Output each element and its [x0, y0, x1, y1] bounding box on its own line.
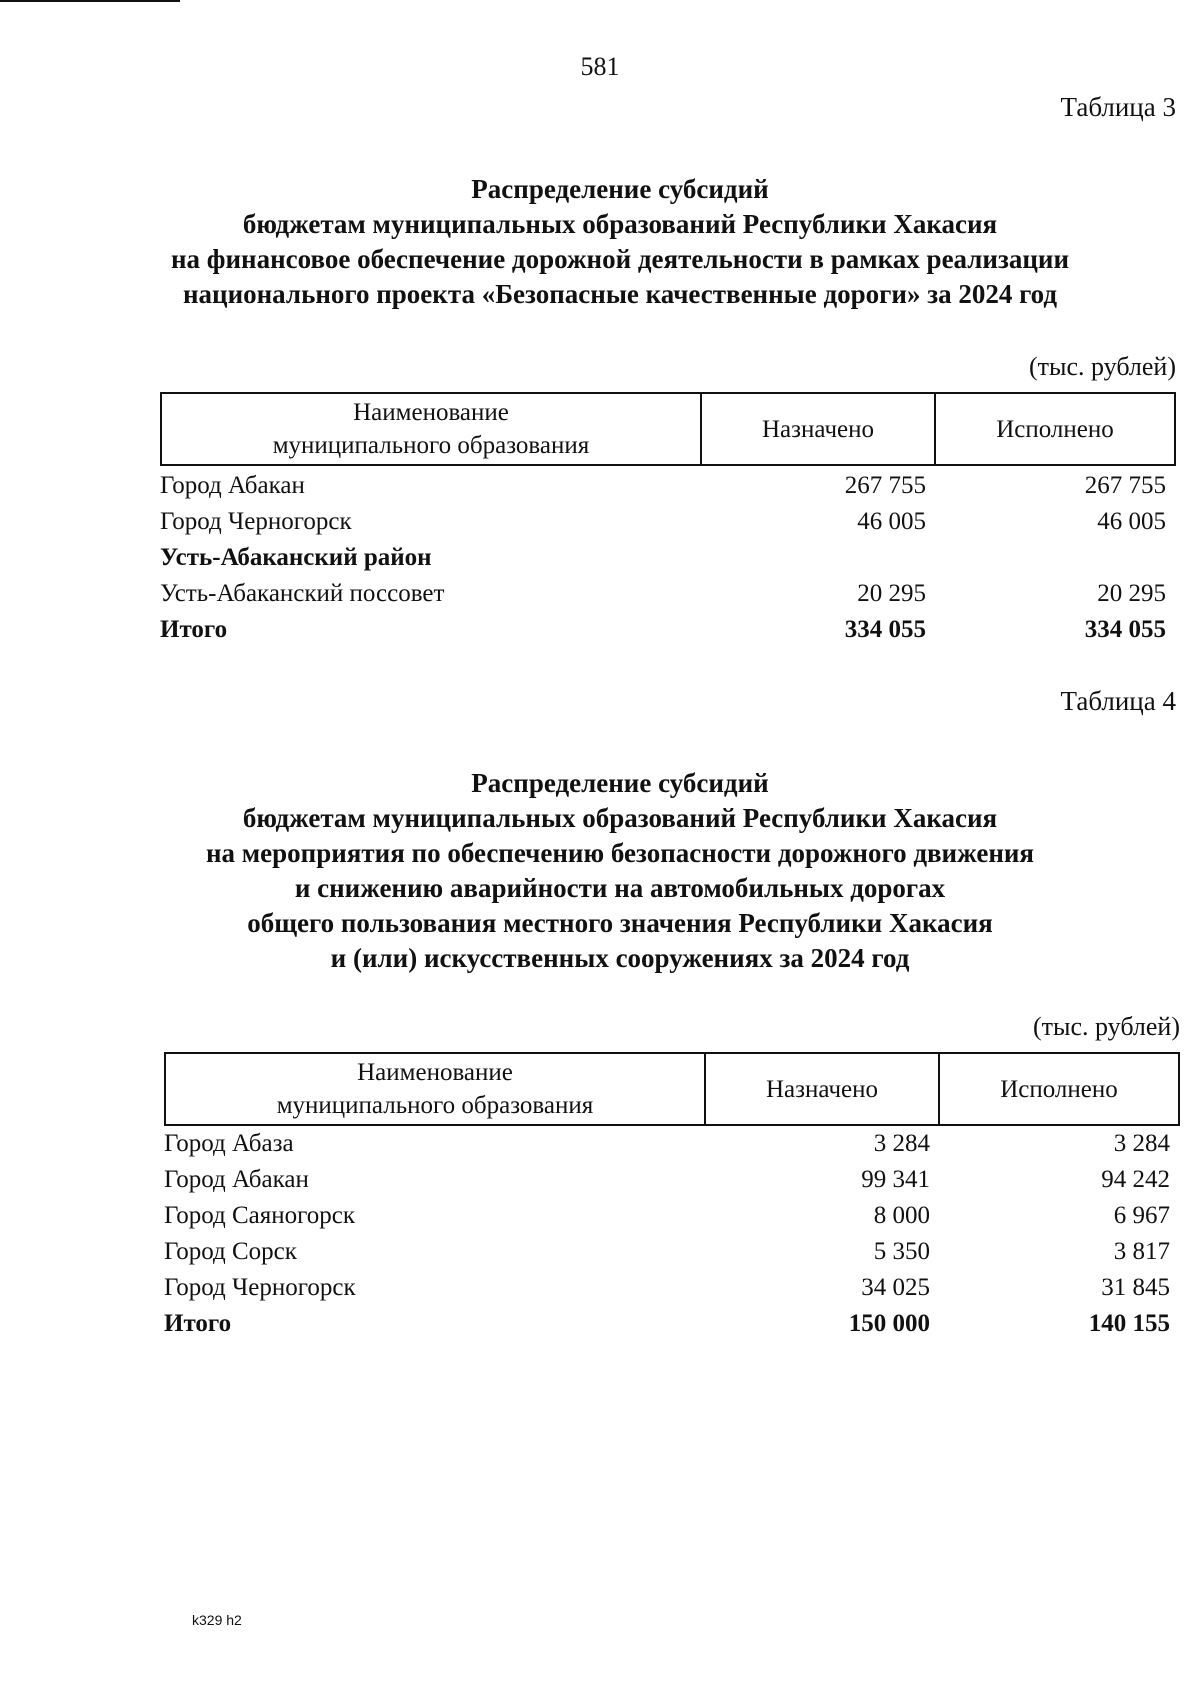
row-name: Итого [164, 1310, 232, 1337]
row-assigned: 5 350 [873, 1238, 930, 1265]
table4-title-line: общего пользования местного значения Республики Хакасия [247, 908, 993, 938]
row-executed: 6 967 [1113, 1202, 1170, 1229]
table4-title-line: и (или) искусственных сооружениях за 2024 год [330, 943, 910, 973]
table-row [160, 576, 1176, 612]
row-name: Город Саяногорск [164, 1202, 356, 1229]
table-row-total [164, 1306, 1180, 1342]
row-executed: 334 055 [1084, 616, 1166, 643]
table-row [164, 1126, 1180, 1162]
table4-header-name [166, 1054, 704, 1124]
table-row [160, 504, 1176, 540]
table-row [164, 1198, 1180, 1234]
table3-title-line: на финансовое обеспечение дорожной деятельности в рамках реализации [170, 244, 1070, 274]
row-assigned: 34 025 [861, 1274, 930, 1301]
table3-header-name [162, 394, 700, 464]
row-executed: 20 295 [1097, 580, 1166, 607]
row-assigned: 3 284 [873, 1130, 930, 1157]
row-executed: 140 155 [1088, 1310, 1170, 1337]
table3-body [160, 468, 1176, 648]
table4-title-line: и снижению аварийности на автомобильных дорогах [294, 873, 946, 903]
page-number: 581 [580, 52, 620, 81]
table3-label: Таблица 3 [1060, 92, 1176, 122]
table4-title [150, 766, 1090, 976]
row-name: Город Черногорск [160, 508, 352, 535]
table-row [164, 1270, 1180, 1306]
table4-title-line: бюджетам муниципальных образований Республики Хакасия [242, 803, 998, 833]
table3-title-line: Распределение субсидий [471, 174, 769, 204]
row-executed: 3 284 [1113, 1130, 1170, 1157]
row-assigned: 46 005 [857, 508, 926, 535]
table4-units: (тыс. рублей) [1032, 1012, 1180, 1041]
row-assigned: 8 000 [873, 1202, 930, 1229]
table-row-group [160, 540, 1176, 576]
table-row-total [160, 612, 1176, 648]
table3-header [160, 392, 1176, 466]
row-executed: 94 242 [1101, 1166, 1170, 1193]
table3-title-line: национального проекта «Безопасные качественные дороги» за 2024 год [182, 279, 1058, 309]
row-name: Город Абакан [164, 1166, 309, 1193]
table4-label: Таблица 4 [1060, 686, 1176, 716]
table-row [164, 1234, 1180, 1270]
table3-header-name-line: Наименование [353, 399, 509, 426]
row-name: Город Черногорск [164, 1274, 356, 1301]
row-assigned: 267 755 [844, 472, 926, 499]
table3-header-name-line: муниципального образования [272, 432, 590, 459]
row-assigned: 20 295 [857, 580, 926, 607]
table4-header-executed: Исполнено [938, 1054, 1178, 1124]
table4-body [164, 1126, 1180, 1342]
table4-header-assigned: Назначено [704, 1054, 938, 1124]
row-name: Усть-Абаканский район [160, 544, 432, 571]
table-row [164, 1162, 1180, 1198]
table3-title-line: бюджетам муниципальных образований Республики Хакасия [242, 209, 998, 239]
row-executed: 3 817 [1113, 1238, 1170, 1265]
table4-header-name-line: муниципального образования [276, 1092, 594, 1119]
row-assigned: 150 000 [848, 1310, 930, 1337]
row-assigned: 99 341 [861, 1166, 930, 1193]
row-name: Усть-Абаканский поссовет [160, 580, 445, 607]
row-executed: 267 755 [1084, 472, 1166, 499]
row-assigned: 334 055 [844, 616, 926, 643]
row-name: Город Абаза [164, 1130, 294, 1157]
table-row [160, 468, 1176, 504]
table3-units: (тыс. рублей) [1028, 352, 1176, 381]
table4-header-name-line: Наименование [357, 1059, 513, 1086]
row-name: Город Сорск [164, 1238, 297, 1265]
table3-header-executed: Исполнено [934, 394, 1174, 464]
row-executed: 31 845 [1101, 1274, 1170, 1301]
table3-header-assigned: Назначено [700, 394, 934, 464]
table4-header [164, 1052, 1180, 1126]
row-name: Итого [160, 616, 228, 643]
row-name: Город Абакан [160, 472, 305, 499]
table4-title-line: Распределение субсидий [471, 768, 769, 798]
row-executed: 46 005 [1097, 508, 1166, 535]
table4-title-line: на мероприятия по обеспечению безопасности дорожного движения [205, 838, 1035, 868]
footer-code: k329 h2 [192, 1612, 242, 1628]
top-edge-rule [0, 0, 180, 2]
table3-title [150, 172, 1090, 312]
